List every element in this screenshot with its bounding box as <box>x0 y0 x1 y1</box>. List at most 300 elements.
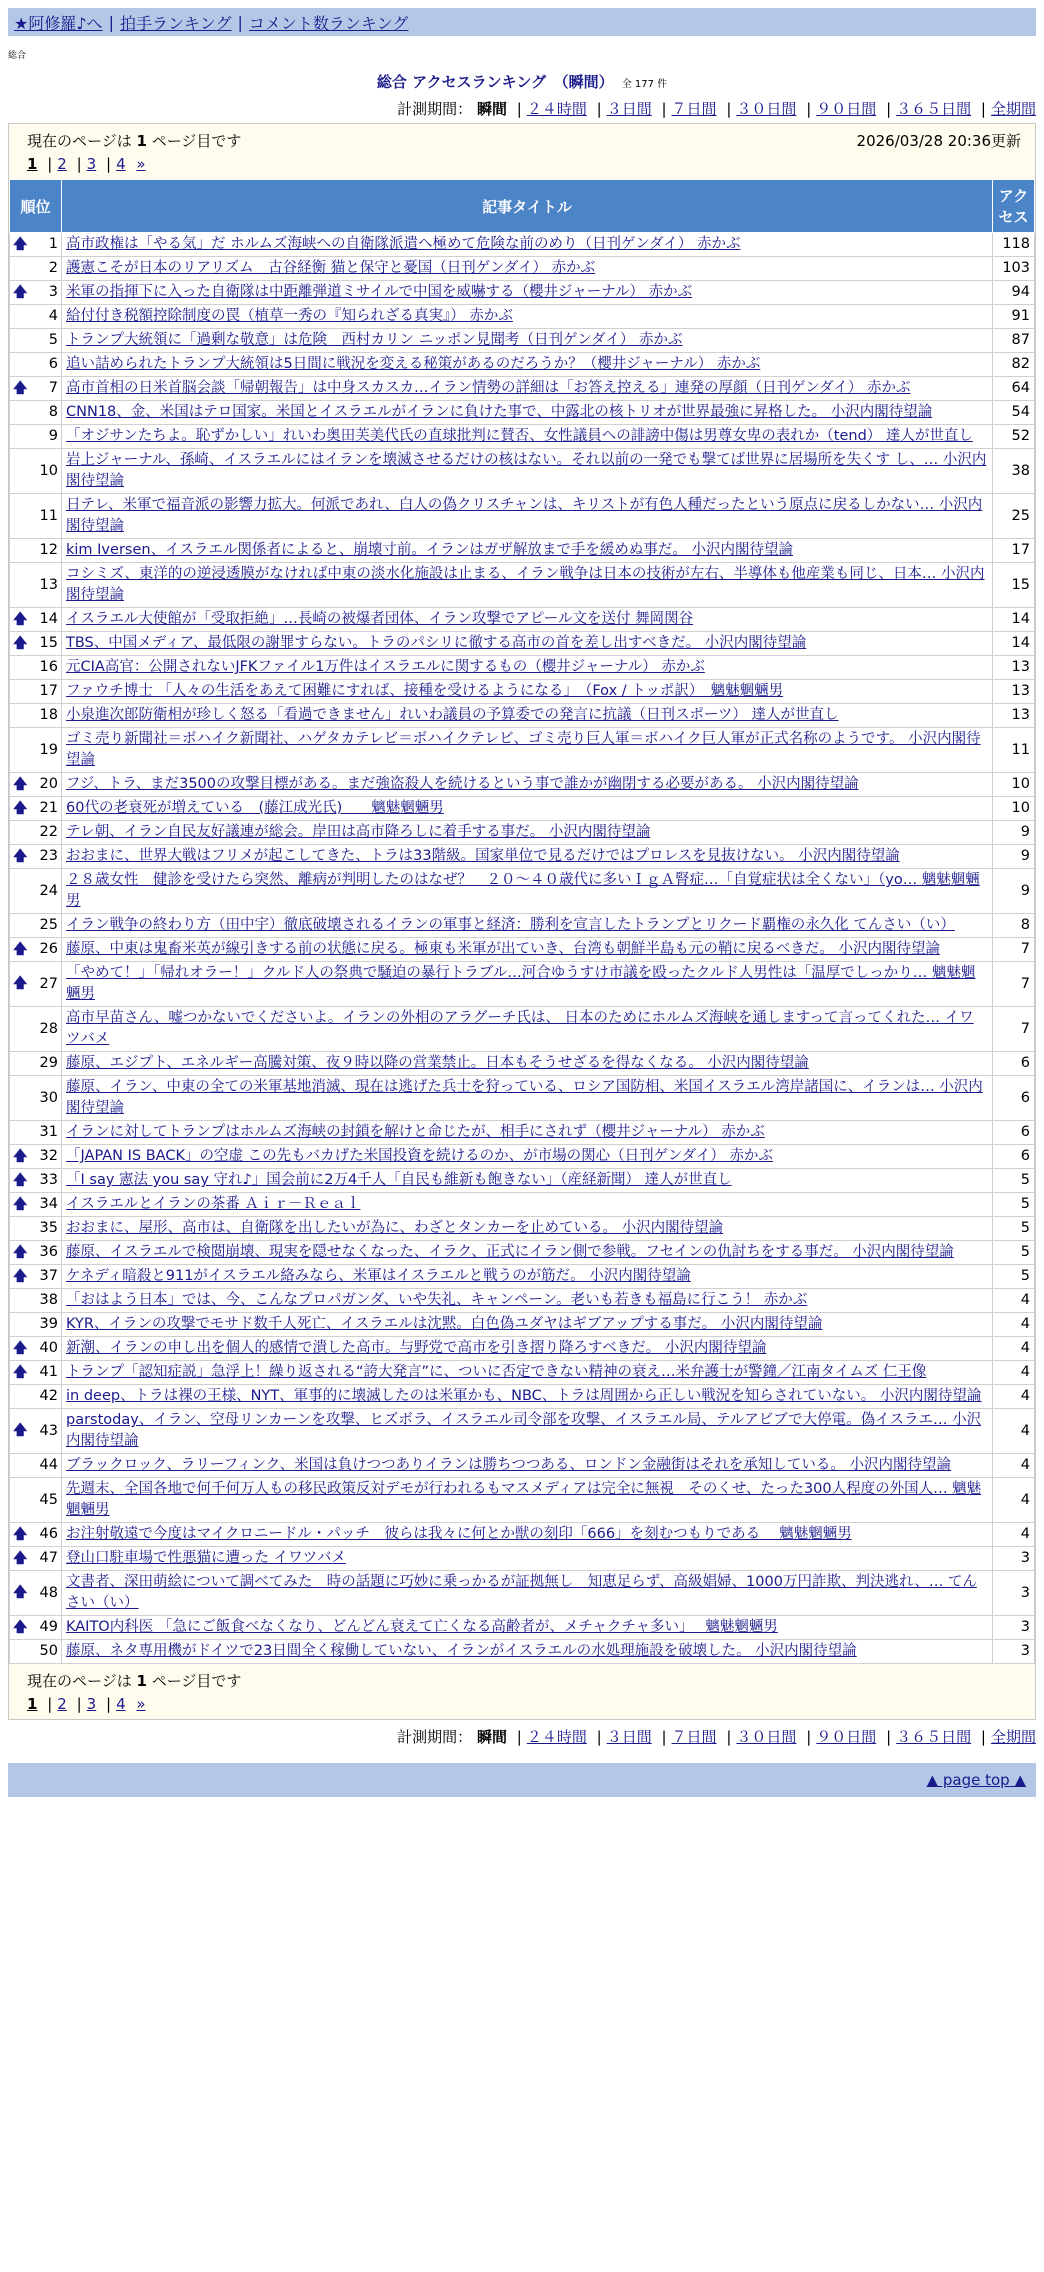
title-cell <box>62 845 993 869</box>
table-row <box>10 1409 1035 1454</box>
article-link[interactable]: 藤原、イラン、中東の全ての米軍基地消滅、現在は逃げた兵士を狩っている、ロシア国防相、米国イスラエル湾岸諸国に、イランは… 小沢内閣待望論 <box>66 1079 983 1116</box>
rank-cell <box>10 1241 62 1265</box>
title-cell <box>62 914 993 938</box>
access-count: 4 <box>993 1523 1035 1547</box>
table-row <box>10 1169 1035 1193</box>
title-cell <box>62 257 993 281</box>
table-row <box>10 845 1035 869</box>
table-row <box>10 1265 1035 1289</box>
rank-cell <box>10 1523 62 1547</box>
table-row <box>10 704 1035 728</box>
ranking-panel <box>8 123 1036 1720</box>
rank-cell <box>10 632 62 656</box>
article-link[interactable]: parstoday、イラン、空母リンカーンを攻撃、ヒズボラ、イスラエル司令部を攻撃、イスラエル局、テルアビブで大停電。偽イスラエ… 小沢内閣待望論 <box>66 1412 982 1449</box>
period-selector-top: 計測期間： 瞬間 | ２４時間 | ３日間 | ７日間 | ３０日間 | ９０日間 | ３６５日間 | 全期間 <box>397 100 1036 118</box>
table-row <box>10 914 1035 938</box>
rank-up-icon: 🡅 <box>13 1550 28 1566</box>
period-link-30d[interactable]: ３０日間 <box>736 1728 797 1746</box>
table-row <box>10 1361 1035 1385</box>
access-count: 3 <box>993 1640 1035 1664</box>
access-count: 25 <box>993 494 1035 539</box>
article-link[interactable]: 「JAPAN IS BACK」の空虚 この先もバカげた米国投資を続けるのか、が市場の関心（日刊ゲンダイ） 赤かぶ <box>66 1148 774 1164</box>
article-link[interactable]: 高市早苗さん、嘘つかないでくださいよ。イランの外相のアラグーチ氏は、 日本のためにホルムズ海峡を通しますって言ってくれた… イワツバメ <box>66 1010 974 1047</box>
title-cell <box>62 656 993 680</box>
pager-link-3[interactable]: 3 <box>86 1695 97 1713</box>
rank-up-icon: 🡅 <box>13 848 28 864</box>
rank-number: 38 <box>39 1292 58 1308</box>
pager-link-3[interactable]: 3 <box>86 155 97 173</box>
access-count: 103 <box>993 257 1035 281</box>
rank-number: 17 <box>39 683 58 699</box>
access-count: 6 <box>993 1121 1035 1145</box>
rank-number: 28 <box>39 1020 58 1037</box>
rank-number: 50 <box>39 1643 58 1659</box>
title-cell <box>62 1571 993 1616</box>
access-count: 64 <box>993 377 1035 401</box>
rank-number: 22 <box>39 824 58 840</box>
title-cell <box>62 449 993 494</box>
table-row <box>10 1454 1035 1478</box>
article-link[interactable]: 60代の老衰死が増えている (藤江成光氏) 魑魅魍魎男 <box>66 800 444 816</box>
nav-link-applause-ranking[interactable]: 拍手ランキング <box>119 13 232 33</box>
rank-number: 39 <box>39 1316 58 1332</box>
access-count: 17 <box>993 539 1035 563</box>
rank-cell <box>10 449 62 494</box>
pager-current: 1 <box>27 155 38 173</box>
title-cell <box>62 1616 993 1640</box>
title-cell <box>62 1052 993 1076</box>
rank-number: 9 <box>48 428 58 444</box>
rank-cell <box>10 1361 62 1385</box>
rank-number: 30 <box>39 1089 58 1106</box>
table-row <box>10 353 1035 377</box>
article-link[interactable]: トランプ「認知症説」急浮上！繰り返される“誇大発言”に、ついに否定できない精神の衰え…米弁護士が警鐘／江南タイムズ 仁王像 <box>66 1364 927 1380</box>
header-rank: 順位 <box>10 180 62 233</box>
access-count: 82 <box>993 353 1035 377</box>
rank-number: 12 <box>39 542 58 558</box>
period-link-7d[interactable]: ７日間 <box>671 100 717 118</box>
article-link[interactable]: 「I say 憲法 you say 守れ♪」国会前に2万4千人「自民も維新も飽きない」（産経新聞） 達人が世直し <box>66 1172 732 1188</box>
rank-number: 26 <box>39 941 58 957</box>
article-link[interactable]: 藤原、ネタ専用機がドイツで23日間全く稼働していない、イランがイスラエルの水処理施設を破壊した。 小沢内閣待望論 <box>66 1643 857 1659</box>
table-row <box>10 608 1035 632</box>
pager-current: 1 <box>27 1695 38 1713</box>
article-link[interactable]: TBS、中国メディア、最低限の謝罪すらない。トラのパシリに徹する高市の首を差し出すべきだ。 小沢内閣待望論 <box>66 635 807 651</box>
rank-number: 23 <box>39 848 58 864</box>
access-count: 13 <box>993 680 1035 704</box>
article-link[interactable]: ２８歳女性 健診を受けたら突然、離病が判明したのはなぜ？ ２０～４０歳代に多いＩｇＡ腎症…「自覚症状は全くない」（yo… 魑魅魍魎男 <box>66 872 980 909</box>
title-cell <box>62 1217 993 1241</box>
rank-up-icon: 🡅 <box>13 1196 28 1212</box>
access-count: 7 <box>993 938 1035 962</box>
article-link[interactable]: 日テレ、米軍で福音派の影響力拡大。何派であれ、白人の偽クリスチャンは、キリストが有色人種だったという原点に戻るしかない… 小沢内閣待望論 <box>66 497 983 534</box>
article-link[interactable]: ケネディ暗殺と911がイスラエル絡みなら、米軍はイスラエルと戦うのが筋だ。 小沢内閣待望論 <box>66 1268 691 1284</box>
period-selector-bottom: 計測期間： 瞬間 | ２４時間 | ３日間 | ７日間 | ３０日間 | ９０日間 | ３６５日間 | 全期間 <box>397 1728 1036 1746</box>
article-link[interactable]: お注射敬遠で今度はマイクロニードル・パッチ 彼らは我々に何とか獣の刻印「666」を刻むつもりである 魑魅魍魎男 <box>66 1526 852 1542</box>
rank-up-icon: 🡅 <box>13 380 28 396</box>
title-cell <box>62 704 993 728</box>
table-row <box>10 1241 1035 1265</box>
rank-cell <box>10 1616 62 1640</box>
article-link[interactable]: イランに対してトランプはホルムズ海峡の封鎖を解けと命じたが、相手にされず（櫻井ジャーナル） 赤かぶ <box>66 1124 765 1140</box>
article-link[interactable]: おおまに、世界大戦はフリメが起こしてきた、トラは33階級。国家単位で見るだけではプロレスを見抜けない。 小沢内閣待望論 <box>66 848 900 864</box>
rank-cell <box>10 233 62 257</box>
article-link[interactable]: ブラックロック、ラリーフィンク、米国は負けつつありイランは勝ちつつある、ロンドン金融街はそれを承知している。 小沢内閣待望論 <box>66 1457 952 1473</box>
article-link[interactable]: 護憲こそが日本のリアリズム 古谷経衡 猫と保守と憂国（日刊ゲンダイ） 赤かぶ <box>66 260 596 276</box>
article-link[interactable]: コシミズ、東洋的の逆浸透膜がなければ中東の淡水化施設は止まる、イラン戦争は日本の技術が左右、半導体も他産業も同じ、日本… 小沢内閣待望論 <box>66 566 985 603</box>
header-title: 記事タイトル <box>62 180 993 233</box>
rank-up-icon: 🡅 <box>13 776 28 792</box>
article-link[interactable]: in deep、トラは裸の王様、NYT、軍事的に壊滅したのは米軍かも、NBC、トラは周囲から正しい戦況を知らされていない。 小沢内閣待望論 <box>66 1388 982 1404</box>
article-link[interactable]: 高市首相の日米首脳会談「帰朝報告」は中身スカスカ…イラン情勢の詳細は「お答え控える」連発の厚顔（日刊ゲンダイ） 赤かぶ <box>66 380 911 396</box>
table-row <box>10 233 1035 257</box>
title-cell <box>62 1454 993 1478</box>
access-count: 6 <box>993 1052 1035 1076</box>
access-count: 38 <box>993 449 1035 494</box>
header-access: アクセス <box>993 180 1035 233</box>
rank-number: 44 <box>39 1457 58 1473</box>
period-link-all[interactable]: 全期間 <box>990 100 1036 118</box>
article-link[interactable]: トランプ大統領に「過剰な敬意」は危険 西村カリン ニッポン見聞考（日刊ゲンダイ） 赤かぶ <box>66 332 683 348</box>
rank-cell <box>10 1193 62 1217</box>
page-title: 総合 アクセスランキング （瞬間） <box>376 73 614 91</box>
title-cell <box>62 1007 993 1052</box>
nav-separator: | <box>237 12 243 32</box>
title-cell <box>62 539 993 563</box>
rank-up-icon: 🡅 <box>13 800 28 816</box>
nav-link-asyura[interactable]: ★阿修羅♪へ <box>14 13 103 33</box>
page-top-link[interactable]: ▲ page top ▲ <box>926 1771 1026 1789</box>
table-row <box>10 797 1035 821</box>
table-row <box>10 1523 1035 1547</box>
rank-cell <box>10 1121 62 1145</box>
access-count: 4 <box>993 1454 1035 1478</box>
rank-cell <box>10 845 62 869</box>
pager-link-2[interactable]: 2 <box>57 1695 67 1713</box>
table-row <box>10 1289 1035 1313</box>
title-cell <box>62 1385 993 1409</box>
rank-cell <box>10 1076 62 1121</box>
rank-cell <box>10 1289 62 1313</box>
rank-number: 36 <box>39 1244 58 1260</box>
period-link-7d[interactable]: ７日間 <box>671 1728 717 1746</box>
table-row <box>10 1547 1035 1571</box>
table-row <box>10 1640 1035 1664</box>
rank-cell <box>10 1409 62 1454</box>
title-cell <box>62 1640 993 1664</box>
rank-up-icon: 🡅 <box>13 1584 28 1601</box>
title-cell <box>62 1121 993 1145</box>
period-link-30d[interactable]: ３０日間 <box>736 100 797 118</box>
table-row <box>10 773 1035 797</box>
article-link[interactable]: おおまに、屋形、高市は、自衛隊を出したいが為に、わざとタンカーを止めている。 小沢内閣待望論 <box>66 1220 724 1236</box>
period-link-24h[interactable]: ２４時間 <box>526 100 587 118</box>
article-link[interactable]: テレ朝、イラン自民友好議連が総会。岸田は高市降ろしに着手する事だ。 小沢内閣待望論 <box>66 824 651 840</box>
pager-next[interactable]: » <box>136 1695 146 1713</box>
rank-number: 4 <box>48 308 58 324</box>
table-row <box>10 539 1035 563</box>
article-link[interactable]: ゴミ売り新聞社＝ボハイク新聞社、ハゲタカテレビ＝ボハイクテレビ、ゴミ売り巨人軍＝ボハイク巨人軍が正式名称のようです。 小沢内閣待望論 <box>66 731 981 768</box>
pager-link-4[interactable]: 4 <box>116 1695 126 1713</box>
rank-number: 21 <box>39 800 58 816</box>
rank-up-icon: 🡅 <box>13 1422 28 1439</box>
page-info-bottom <box>9 1664 1035 1695</box>
article-link[interactable]: イスラエルとイランの茶番 Ａｉｒ－Ｒｅａｌ <box>66 1196 361 1212</box>
rank-number: 11 <box>39 507 58 524</box>
title-cell <box>62 962 993 1007</box>
rank-number: 18 <box>39 707 58 723</box>
table-row <box>10 425 1035 449</box>
rank-up-icon: 🡅 <box>13 975 28 992</box>
title-cell <box>62 1265 993 1289</box>
article-link[interactable]: 追い詰められたトランプ大統領は5日間に戦況を変える秘策があるのだろうか？（櫻井ジャーナル） 赤かぶ <box>66 356 761 372</box>
article-link[interactable]: 「やめて！」「帰れオラー！」クルド人の祭典で騒迫の暴行トラブル…河合ゆうすけ市議を殴ったクルド人男性は「温厚でしっかり… 魑魅魍魎男 <box>66 965 976 1002</box>
table-row <box>10 377 1035 401</box>
period-label: 計測期間： <box>397 100 473 118</box>
rank-number: 20 <box>39 776 58 792</box>
article-link[interactable]: 先週末、全国各地で何千何万人もの移民政策反対デモが行われるもマスメディアは完全に無視 そのくせ、たった300人程度の外国人… 魑魅魍魎男 <box>66 1481 982 1518</box>
table-row <box>10 656 1035 680</box>
article-link[interactable]: 高市政権は「やる気」だ ホルムズ海峡への自衛隊派遣へ極めて危険な前のめり（日刊ゲンダイ） 赤かぶ <box>66 236 741 252</box>
rank-cell <box>10 938 62 962</box>
period-link-3d[interactable]: ３日間 <box>606 1728 652 1746</box>
access-count: 3 <box>993 1571 1035 1616</box>
access-count: 3 <box>993 1547 1035 1571</box>
rank-cell <box>10 797 62 821</box>
rank-number: 6 <box>48 356 58 372</box>
table-row <box>10 1076 1035 1121</box>
period-link-24h[interactable]: ２４時間 <box>526 1728 587 1746</box>
title-cell <box>62 1547 993 1571</box>
page-info <box>9 124 1035 155</box>
rank-cell <box>10 1007 62 1052</box>
rank-cell <box>10 914 62 938</box>
title-cell <box>62 1169 993 1193</box>
title-cell <box>62 281 993 305</box>
period-link-all[interactable]: 全期間 <box>990 1728 1036 1746</box>
table-row <box>10 1385 1035 1409</box>
rank-number: 15 <box>39 635 58 651</box>
article-link[interactable]: 文書者、深田萌絵について調べてみた 時の話題に巧妙に乗っかるが証拠無し 知恵足らず、高級娼婦、1000万円詐欺、判決逃れ、… てんさい（い） <box>66 1574 977 1611</box>
page-heading <box>0 71 1044 92</box>
article-link[interactable]: 元CIA高官：公開されないJFKファイル1万件はイスラエルに関するもの（櫻井ジャーナル） 赤かぶ <box>66 659 705 675</box>
title-cell <box>62 563 993 608</box>
title-cell <box>62 233 993 257</box>
table-row <box>10 1217 1035 1241</box>
article-link[interactable]: 「おはよう日本」では、今、こんなプロパガンダ、いや失礼、キャンペーン。老いも若きも福島に行こう！ 赤かぶ <box>66 1292 808 1308</box>
ranking-rows <box>10 233 1035 1664</box>
period-current: 瞬間 <box>476 1728 507 1746</box>
access-count: 9 <box>993 821 1035 845</box>
rank-number: 10 <box>39 462 58 479</box>
title-cell <box>62 1076 993 1121</box>
table-row <box>10 632 1035 656</box>
rank-cell <box>10 773 62 797</box>
pager-link-4[interactable]: 4 <box>116 155 126 173</box>
access-count: 94 <box>993 281 1035 305</box>
period-link-90d[interactable]: ９０日間 <box>816 1728 877 1746</box>
access-count: 5 <box>993 1193 1035 1217</box>
table-row <box>10 1478 1035 1523</box>
access-count: 10 <box>993 797 1035 821</box>
title-cell <box>62 377 993 401</box>
article-link[interactable]: 米軍の指揮下に入った自衛隊は中距離弾道ミサイルで中国を威嚇する（櫻井ジャーナル） 赤かぶ <box>66 284 693 300</box>
access-count: 5 <box>993 1217 1035 1241</box>
pager-next[interactable]: » <box>136 155 146 173</box>
rank-up-icon: 🡅 <box>13 611 28 627</box>
access-count: 13 <box>993 656 1035 680</box>
access-count: 54 <box>993 401 1035 425</box>
footer-bar <box>8 1763 1036 1797</box>
access-count: 14 <box>993 632 1035 656</box>
rank-cell <box>10 728 62 773</box>
table-row <box>10 494 1035 539</box>
table-row <box>10 401 1035 425</box>
article-link[interactable]: 藤原、中東は鬼畜米英が線引きする前の状態に戻る。極東も米軍が出ていき、台湾も朝鮮半島も元の鞘に戻るべきだ。 小沢内閣待望論 <box>66 941 941 957</box>
article-link[interactable]: 小泉進次郎防衛相が珍しく怒る「看過できません」れいわ議員の予算委での発言に抗議（日刊スポーツ） 達人が世直し <box>66 707 839 723</box>
article-link[interactable]: イスラエル大使館が「受取拒絶」…長崎の被爆者団体、イラン攻撃でアピール文を送付 舞岡関谷 <box>66 611 694 627</box>
title-cell <box>62 425 993 449</box>
rank-number: 24 <box>39 882 58 899</box>
title-cell <box>62 1409 993 1454</box>
rank-number: 41 <box>39 1364 58 1380</box>
table-row <box>10 1052 1035 1076</box>
access-count: 5 <box>993 1241 1035 1265</box>
rank-number: 47 <box>39 1550 58 1566</box>
access-count: 52 <box>993 425 1035 449</box>
rank-number: 8 <box>48 404 58 420</box>
rank-number: 42 <box>39 1388 58 1404</box>
article-link[interactable]: フジ、トラ、まだ3500の攻撃目標がある。まだ強盗殺人を続けるという事で誰かが幽閉する必要がある。 小沢内閣待望論 <box>66 776 859 792</box>
rank-cell <box>10 1385 62 1409</box>
title-cell <box>62 1523 993 1547</box>
page-info-text: 現在のページは 1 ページ目です <box>27 1672 242 1690</box>
rank-cell <box>10 1217 62 1241</box>
access-count: 4 <box>993 1478 1035 1523</box>
title-cell <box>62 1241 993 1265</box>
rank-up-icon: 🡅 <box>13 635 28 651</box>
category-label: 総合 <box>8 51 27 61</box>
article-link[interactable]: イラン戦争の終わり方（田中宇）徹底破壊されるイランの軍事と経済：勝利を宣言したトランプとリクード覇権の永久化 てんさい（い） <box>66 917 955 933</box>
title-cell <box>62 938 993 962</box>
rank-up-icon: 🡅 <box>13 941 28 957</box>
rank-number: 37 <box>39 1268 58 1284</box>
article-link[interactable]: 新潮、イランの申し出を個人的感情で潰した高市。与野党で高市を引き摺り降ろすべきだ。 小沢内閣待望論 <box>66 1340 767 1356</box>
rank-cell <box>10 539 62 563</box>
rank-number: 2 <box>48 260 58 276</box>
article-link[interactable]: ファウチ博士 「人々の生活をあえて困難にすれば、接種を受けるようになる」 （Fox / トッポ訳） 魑魅魍魎男 <box>66 683 784 699</box>
rank-number: 45 <box>39 1491 58 1508</box>
title-cell <box>62 494 993 539</box>
title-cell <box>62 1145 993 1169</box>
rank-number: 14 <box>39 611 58 627</box>
access-count: 5 <box>993 1169 1035 1193</box>
rank-cell <box>10 1145 62 1169</box>
title-cell <box>62 1289 993 1313</box>
access-count: 4 <box>993 1289 1035 1313</box>
rank-up-icon: 🡅 <box>13 1244 28 1260</box>
article-link[interactable]: 岩上ジャーナル、孫崎、イスラエルにはイランを壊滅させるだけの核はない。それ以前の一発でも撃てば世界に居場所を失くす し、… 小沢内閣待望論 <box>66 452 987 489</box>
article-link[interactable]: 登山口駐車場で性悪猫に遭った イワツバメ <box>66 1550 346 1566</box>
table-row <box>10 1571 1035 1616</box>
title-cell <box>62 632 993 656</box>
nav-separator: | <box>108 12 114 32</box>
article-link[interactable]: 「オジサンたちよ。恥ずかしい」れいわ奥田芙美代氏の直球批判に賛否、女性議員への誹謗中傷は男尊女卑の表れか（tend） 達人が世直し <box>66 428 973 444</box>
period-link-365d[interactable]: ３６５日間 <box>896 100 972 118</box>
updated-timestamp: 2026/03/28 20:36更新 <box>856 132 1021 150</box>
rank-number: 29 <box>39 1055 58 1071</box>
title-cell <box>62 1478 993 1523</box>
table-row <box>10 305 1035 329</box>
access-count: 14 <box>993 608 1035 632</box>
table-row <box>10 1121 1035 1145</box>
table-row <box>10 938 1035 962</box>
article-link[interactable]: KYR、イランの攻撃でモサド数千人死亡、イスラエルは沈黙。白色偽ユダヤはギブアップする事だ。 小沢内閣待望論 <box>66 1316 823 1332</box>
rank-cell <box>10 1265 62 1289</box>
rank-cell <box>10 1571 62 1616</box>
article-link[interactable]: kim Iversen、イスラエル関係者によると、崩壊寸前。イランはガザ解放まで手を緩めぬ事だ。 小沢内閣待望論 <box>66 542 794 558</box>
access-count: 4 <box>993 1385 1035 1409</box>
table-row <box>10 1616 1035 1640</box>
access-count: 4 <box>993 1409 1035 1454</box>
rank-number: 3 <box>48 284 58 300</box>
access-count: 11 <box>993 728 1035 773</box>
access-count: 4 <box>993 1313 1035 1337</box>
nav-link-comment-ranking[interactable]: コメント数ランキング <box>248 13 409 33</box>
rank-cell <box>10 704 62 728</box>
article-link[interactable]: CNN18、金、米国はテロ国家。米国とイスラエルがイランに負けた事で、中露北の核トリオが世界最強に昇格した。 小沢内閣待望論 <box>66 404 933 420</box>
rank-cell <box>10 494 62 539</box>
table-row <box>10 1007 1035 1052</box>
rank-up-icon: 🡅 <box>13 284 28 300</box>
rank-cell <box>10 377 62 401</box>
access-count: 15 <box>993 563 1035 608</box>
rank-number: 49 <box>39 1619 58 1635</box>
access-count: 3 <box>993 1616 1035 1640</box>
article-link[interactable]: 藤原、イスラエルで検閲崩壊、現実を隠せなくなった、イラク、正式にイラン側で参戦。フセインの仇討ちをする事だ。 小沢内閣待望論 <box>66 1244 954 1260</box>
article-link[interactable]: 藤原、エジプト、エネルギー高騰対策、夜９時以降の営業禁止。日本もそうせざるを得なくなる。 小沢内閣待望論 <box>66 1055 809 1071</box>
rank-cell <box>10 656 62 680</box>
access-count: 9 <box>993 845 1035 869</box>
period-link-365d[interactable]: ３６５日間 <box>896 1728 972 1746</box>
rank-number: 40 <box>39 1340 58 1356</box>
article-link[interactable]: 給付付き税額控除制度の罠（植草一秀の『知られざる真実』） 赤かぶ <box>66 308 513 324</box>
title-cell <box>62 329 993 353</box>
table-row <box>10 257 1035 281</box>
rank-number: 5 <box>48 332 58 348</box>
pager-link-2[interactable]: 2 <box>57 155 67 173</box>
table-row <box>10 1193 1035 1217</box>
rank-cell <box>10 1052 62 1076</box>
article-link[interactable]: KAITO内科医 「急にご飯食べなくなり、どんどん衰えて亡くなる高齢者が、メチャクチャ多い」 魑魅魍魎男 <box>66 1619 778 1635</box>
rank-cell <box>10 425 62 449</box>
table-row <box>10 1313 1035 1337</box>
access-count: 5 <box>993 1265 1035 1289</box>
top-nav-bar <box>8 8 1036 36</box>
title-cell <box>62 353 993 377</box>
rank-number: 19 <box>39 741 58 758</box>
rank-number: 34 <box>39 1196 58 1212</box>
rank-number: 35 <box>39 1220 58 1236</box>
period-link-90d[interactable]: ９０日間 <box>816 100 877 118</box>
rank-up-icon: 🡅 <box>13 236 28 252</box>
access-count: 91 <box>993 305 1035 329</box>
access-count: 10 <box>993 773 1035 797</box>
rank-cell <box>10 1547 62 1571</box>
rank-cell <box>10 869 62 914</box>
table-row <box>10 563 1035 608</box>
period-link-3d[interactable]: ３日間 <box>606 100 652 118</box>
